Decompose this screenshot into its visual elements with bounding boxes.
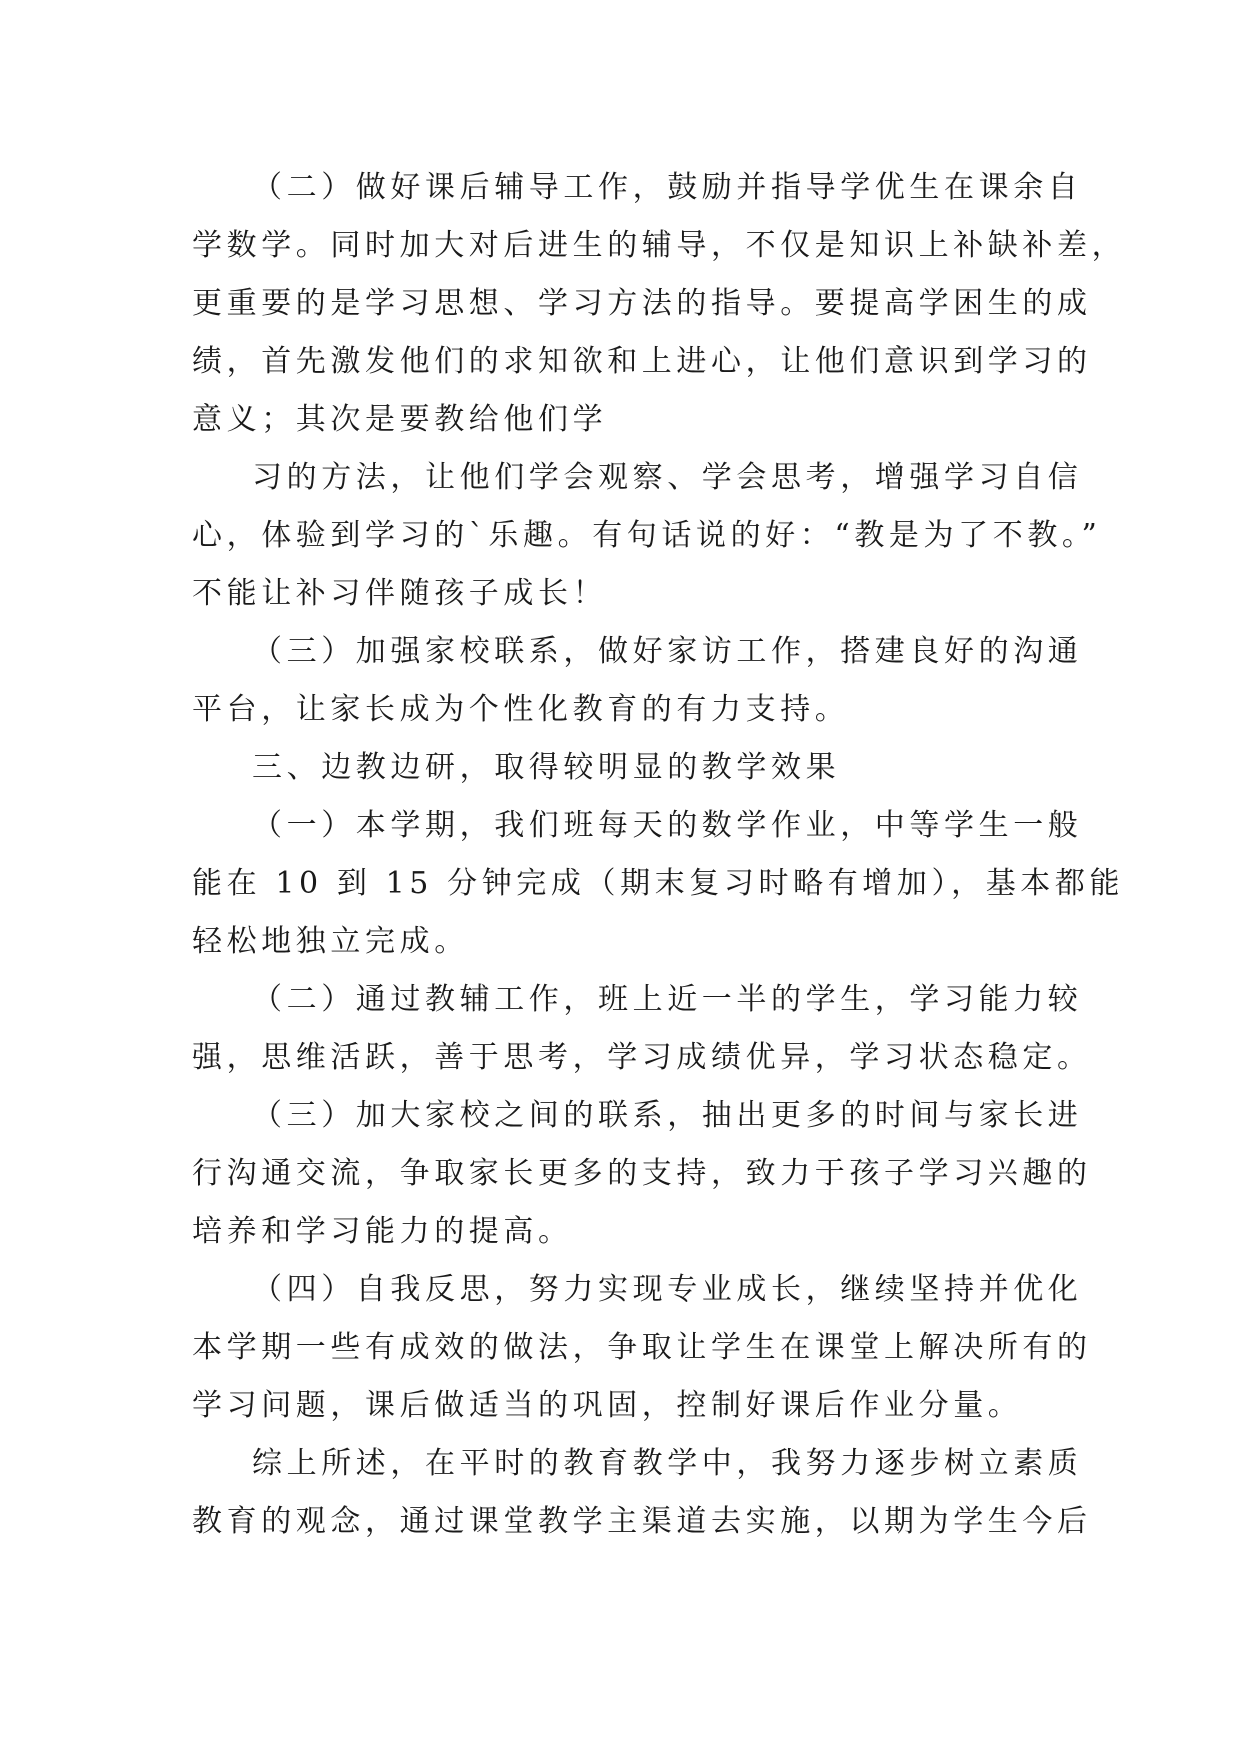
text-line: （一）本学期，我们班每天的数学作业，中等学生一般	[252, 808, 1083, 843]
text-line: 培养和学习能力的提高。	[192, 1214, 573, 1249]
text-line: 意义；其次是要教给他们学	[192, 402, 608, 437]
text-line: 习的方法，让他们学会观察、学会思考，增强学习自信	[252, 460, 1083, 495]
text-line: （二）做好课后辅导工作，鼓励并指导学优生在课余自	[252, 170, 1083, 205]
text-line: 不能让补习伴随孩子成长！	[192, 576, 608, 611]
text-line: 学习问题，课后做适当的巩固，控制好课后作业分量。	[192, 1388, 1023, 1423]
text-line: （二）通过教辅工作，班上近一半的学生，学习能力较	[252, 982, 1083, 1017]
text-line: 心，体验到学习的`乐趣。有句话说的好：“教是为了不教。”	[192, 518, 1102, 553]
text-line: 教育的观念，通过课堂教学主渠道去实施，以期为学生今后	[192, 1504, 1092, 1539]
text-line: 强，思维活跃，善于思考，学习成绩优异，学习状态稳定。	[192, 1040, 1092, 1075]
text-line: 绩，首先激发他们的求知欲和上进心，让他们意识到学习的	[192, 344, 1092, 379]
text-line: 本学期一些有成效的做法，争取让学生在课堂上解决所有的	[192, 1330, 1092, 1365]
text-line: 轻松地独立完成。	[192, 924, 469, 959]
text-line: 综上所述，在平时的教育教学中，我努力逐步树立素质	[252, 1446, 1083, 1481]
text-line: （三）加大家校之间的联系，抽出更多的时间与家长进	[252, 1098, 1083, 1133]
section-heading: 三、边教边研，取得较明显的教学效果	[252, 750, 841, 785]
text-line: 更重要的是学习思想、学习方法的指导。要提高学困生的成	[192, 286, 1092, 321]
text-line: 学数学。同时加大对后进生的辅导，不仅是知识上补缺补差，	[192, 228, 1127, 263]
text-line: 行沟通交流，争取家长更多的支持，致力于孩子学习兴趣的	[192, 1156, 1092, 1191]
text-line: （四）自我反思，努力实现专业成长，继续坚持并优化	[252, 1272, 1083, 1307]
text-line: 能在 10 到 15 分钟完成（期末复习时略有增加），基本都能	[192, 866, 1125, 901]
text-line: 平台，让家长成为个性化教育的有力支持。	[192, 692, 850, 727]
text-line: （三）加强家校联系，做好家访工作，搭建良好的沟通	[252, 634, 1083, 669]
